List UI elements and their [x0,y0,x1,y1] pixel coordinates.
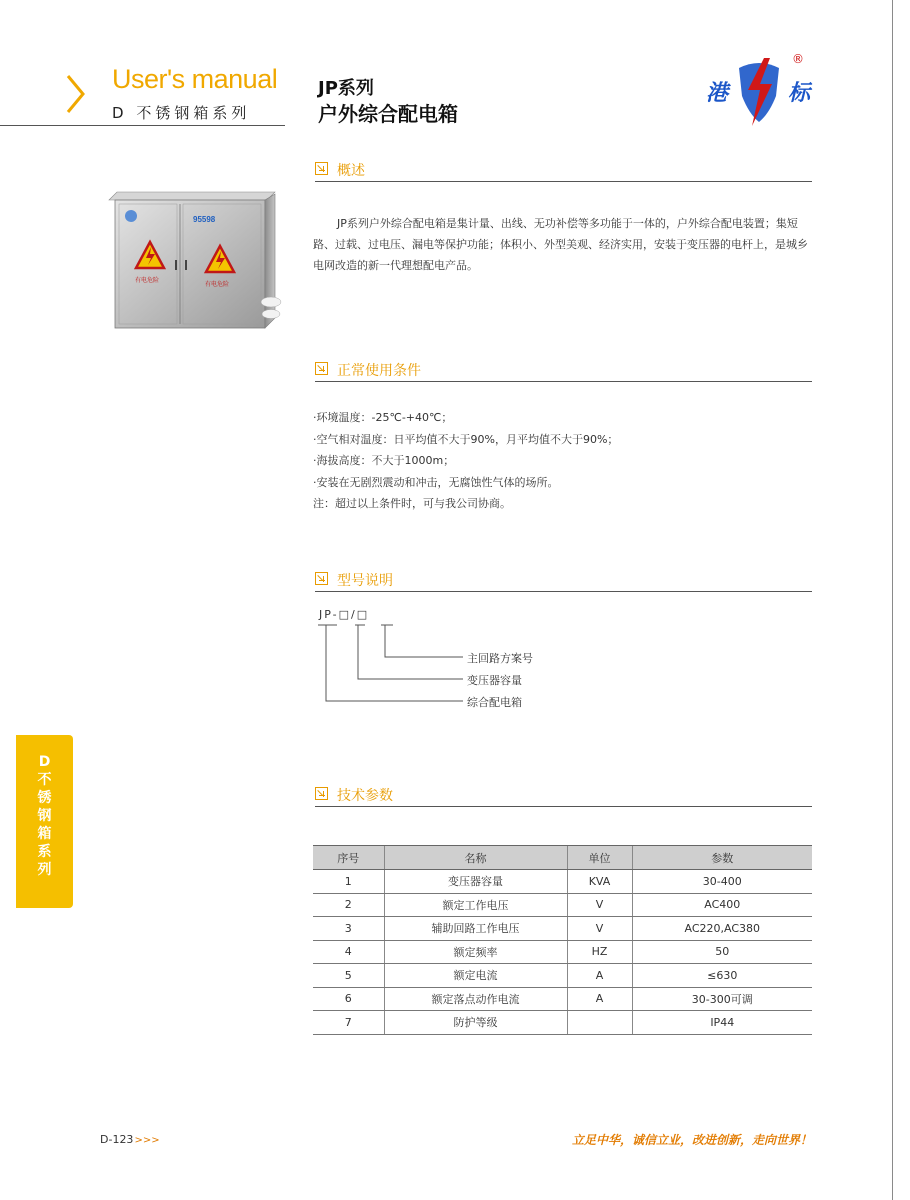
header-divider [0,125,285,126]
list-item: ·安装在无剧烈震动和冲击，无腐蚀性气体的场所。 [313,475,559,489]
column-header: 序号 [313,846,384,870]
table-cell: 额定落点动作电流 [384,987,567,1011]
warning-label-left: 有电危险 [135,277,160,284]
table-cell: V [567,893,632,917]
section-header-conditions [315,360,812,382]
table-cell: 4 [313,940,384,964]
brand-logo [700,52,820,132]
table-cell: 7 [313,1011,384,1035]
section-arrow-icon [315,787,328,800]
tab-char: 不 [37,772,52,788]
tab-char: 锈 [37,790,52,806]
registered-mark: ® [792,52,804,66]
lightning-shield-icon [734,56,784,128]
model-diagram-lines [315,605,615,715]
overview-text: JP系列户外综合配电箱是集计量、出线、无功补偿等多功能于一体的，户外综合配电装置；集短路、过载、过电压、漏电等保护功能；体积小、外型美观、经济实用，安装于变压器的电杆上，是城乡电网改造的新一代理想配电产品。 [313,217,808,272]
table-row [313,1011,812,1035]
list-item: ·环境温度：-25℃-+40℃； [313,411,453,424]
company-slogan: 立足中华，诚信立业，改进创新，走向世界！ [571,1133,812,1147]
section-header-specs [315,785,812,807]
table-row [313,987,812,1011]
tab-char: D [38,754,51,770]
section-header-model [315,570,812,592]
model-label-scheme: 主回路方案号 [467,652,533,665]
table-cell: 额定频率 [384,940,567,964]
table-cell: A [567,964,632,988]
product-name: 户外综合配电箱 [318,102,458,126]
series-subtitle: D 不锈钢箱系列 [112,104,251,122]
side-chapter-tab [16,735,73,908]
section-title: 型号说明 [337,573,393,589]
tab-char: 箱 [37,826,52,842]
section-title: 正常使用条件 [337,363,421,379]
column-header: 单位 [567,846,632,870]
section-arrow-icon [315,362,328,375]
section-header-overview [315,160,812,182]
table-cell: 1 [313,870,384,894]
table-cell: 2 [313,893,384,917]
list-item: ·空气相对温度：日平均值不大于90%，月平均值不大于90%； [313,432,619,446]
product-code: JP系列 [318,78,374,99]
column-header: 参数 [632,846,812,870]
table-cell: 50 [632,940,812,964]
table-cell: 30-300可调 [632,987,812,1011]
tab-char: 钢 [37,808,52,824]
model-label-capacity: 变压器容量 [467,674,522,687]
section-arrow-icon [315,572,328,585]
section-title: 技术参数 [337,788,393,804]
warning-label-right: 有电危险 [205,281,230,288]
table-cell: KVA [567,870,632,894]
logo-char-right: 标 [788,80,811,106]
table-row [313,917,812,941]
table-header-row [313,846,812,870]
logo-char-left: 港 [706,80,729,106]
page-number-text: D-123 [100,1133,134,1146]
page-arrows: >>> [134,1135,160,1146]
conditions-note: 注：超过以上条件时，可与我公司协商。 [313,497,511,510]
table-cell: 30-400 [632,870,812,894]
table-cell: AC400 [632,893,812,917]
product-photo [105,190,285,335]
specs-table [313,845,812,1035]
chevron-right-icon [66,74,86,114]
manual-title: User's manual [112,64,278,94]
table-cell: 3 [313,917,384,941]
tab-char: 系 [37,844,52,860]
table-row [313,940,812,964]
table-cell: HZ [567,940,632,964]
section-arrow-icon [315,162,328,175]
model-diagram [315,605,615,715]
cabinet-number: 95598 [193,215,216,224]
table-row [313,893,812,917]
table-cell: AC220,AC380 [632,917,812,941]
table-cell: 5 [313,964,384,988]
table-cell: IP44 [632,1011,812,1035]
tab-char: 列 [37,862,52,878]
table-cell: ≤630 [632,964,812,988]
model-label-box: 综合配电箱 [467,696,522,709]
list-item: ·海拔高度：不大于1000m； [313,454,455,467]
page-number [100,1133,160,1146]
table-cell [567,1011,632,1035]
table-row [313,870,812,894]
table-cell: 辅助回路工作电压 [384,917,567,941]
page-edge-rule [892,0,893,1200]
table-cell: 6 [313,987,384,1011]
table-cell: 防护等级 [384,1011,567,1035]
table-cell: 变压器容量 [384,870,567,894]
table-row [313,964,812,988]
table-cell: A [567,987,632,1011]
table-cell: 额定工作电压 [384,893,567,917]
model-code: JP-□/□ [319,608,370,621]
section-title: 概述 [337,163,365,179]
conditions-list [313,407,618,515]
column-header: 名称 [384,846,567,870]
table-cell: V [567,917,632,941]
table-cell: 额定电流 [384,964,567,988]
